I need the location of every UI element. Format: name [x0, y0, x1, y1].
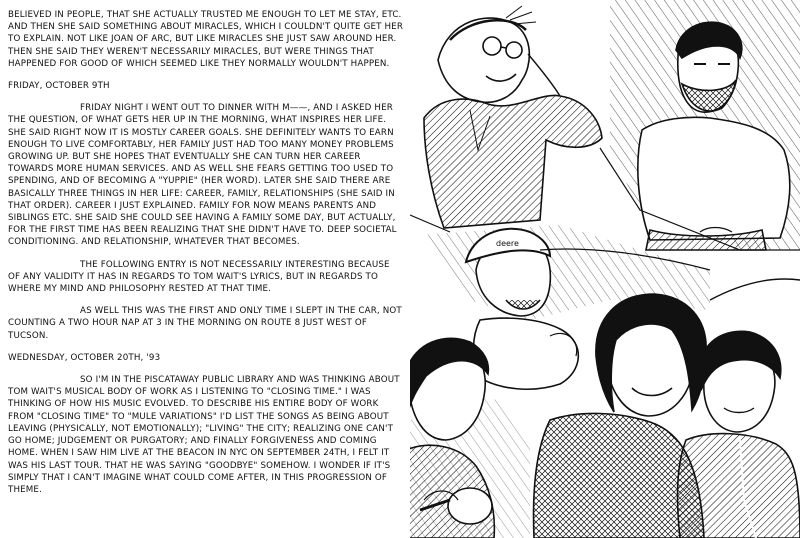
journal-paragraph: AS WELL THIS WAS THE FIRST AND ONLY TIME I SLEPT IN THE CAR, NOT COUNTING A TWO HOUR NAP AT 3 IN THE MORNING ON ROUTE 8 JUST WEST OF TUCSON.	[8, 306, 402, 341]
ink-drawing	[410, 0, 800, 538]
journal-paragraph: SO I'M IN THE PISCATAWAY PUBLIC LIBRARY AND WAS THINKING ABOUT TOM WAIT'S MUSICAL BODY OF WORK AS I LISTENING TO "CLOSING TIME." I WAS THINKING OF HOW HIS MUSIC EVOLVED. TO DESCRIBE HIS ENTIRE BODY OF WORK FROM "CLOSING TIME" TO "MULE VARIATIONS" I'D LIST THE SONGS AS BEING ABOUT LEAVING (PHYSICALLY, NOT EMOTIONALLY); "LIVING" THE CITY; REALIZING ONE CAN'T GO HOME; JUDGEMENT OR PURGATORY; AND FINALLY FORGIVENESS AND COMING HOME. WHEN I SAW HIM LIVE AT THE BEACON IN NYC ON SEPTEMBER 24TH, I FELT IT WAS HIS LAST TOUR. THAT HE WAS SAYING "GOODBYE" SOMEHOW. I WONDER IF IT'S SIMPLY THAT I CAN'T IMAGINE WHAT COULD COME AFTER, IN THIS PROGRESSION OF THEME.	[8, 375, 400, 495]
journal-paragraph: THE FOLLOWING ENTRY IS NOT NECESSARILY INTERESTING BECAUSE OF ANY VALIDITY IT HAS IN REGARDS TO TOM WAIT'S LYRICS, BUT IN REGARDS TO WHERE MY MIND AND PHILOSOPHY RESTED AT THAT TIME.	[8, 259, 390, 295]
cap-lettering: deere	[496, 239, 519, 248]
journal-paragraph: FRIDAY NIGHT I WENT OUT TO DINNER WITH M——, AND I ASKED HER THE QUESTION, OF WHAT GETS HER UP IN THE MORNING, WHAT INSPIRES HER LIFE. SHE SAID RIGHT NOW IT IS MOSTLY CAREER GOALS. SHE DEFINITELY WANTS TO EARN ENOUGH TO LIVE COMFORTABLY, HER FAMILY JUST HAD TOO MANY MONEY PROBLEMS GROWING UP. BUT SHE HOPES THAT EVENTUALLY SHE CAN TURN HER CAREER TOWARDS MORE HUMAN SERVICES. AND AS WELL SHE FEARS GETTING TOO USED TO SPENDING, AND OF BECOMING A "YUPPIE" (HER WORD). LATER SHE SAID THERE ARE BASICALLY THREE THINGS IN HER LIFE: CAREER, FAMILY, RELATIONSHIPS (SHE SAID IN THAT ORDER). CAREER I JUST EXPLAINED. FAMILY FOR NOW MEANS PARENTS AND SIBLINGS ETC. SHE SAID SHE COULD SEE HAVING A FAMILY SOME DAY, BUT ACTUALLY, FOR THE FIRST TIME HAS BEEN REALIZING THAT SHE DIDN'T HAVE TO. DEEP SOCIETAL CONDITIONING. AND RELATIONSHIP, WHATEVER THAT BECOMES.	[8, 103, 397, 248]
entry-date: FRIDAY, OCTOBER 9TH	[8, 81, 110, 92]
entry-date: WEDNESDAY, OCTOBER 20TH, '93	[8, 352, 161, 363]
portrait-collage-illustration	[410, 0, 800, 538]
journal-paragraph: BELIEVED IN PEOPLE, THAT SHE ACTUALLY TRUSTED ME ENOUGH TO LET ME STAY, ETC. AND THEN SHE SAID SOMETHING ABOUT MIRACLES, WHICH I COULDN'T QUITE GET HER TO EXPLAIN. NOT LIKE JOAN OF ARC, BUT LIKE MIRACLES SHE JUST SAW AROUND HER. THEN SHE SAID THEY WEREN'T NECESSARILY MIRACLES, BUT WERE THINGS THAT HAPPENED FOR GOOD OF WHICH SEEMED LIKE THEY NORMALLY WOULDN'T HAPPEN.	[8, 10, 403, 69]
journal-text-column	[8, 9, 404, 506]
man-with-glasses-figure	[424, 6, 602, 228]
